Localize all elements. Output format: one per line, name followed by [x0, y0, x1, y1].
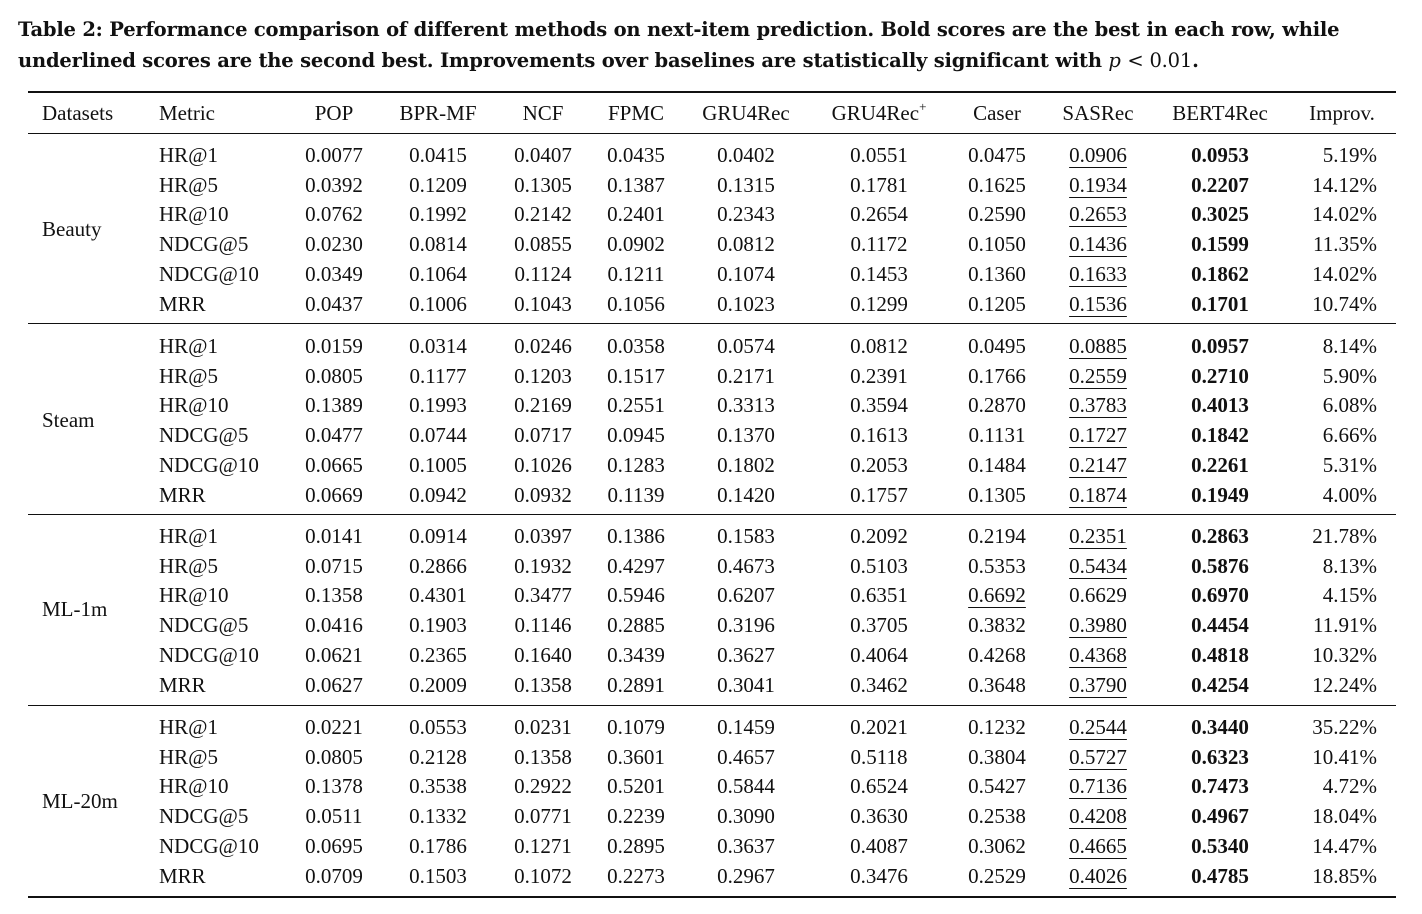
improvement-cell: 12.24% [1312, 672, 1377, 697]
header-bert4rec: BERT4Rec [1172, 101, 1268, 125]
metric-cell: NDCG@5 [159, 804, 249, 829]
improvement-cell: 21.78% [1312, 524, 1377, 548]
header-sasrec: SASRec [1062, 101, 1134, 125]
score-cell-bert4rec: 0.4254 [1191, 672, 1249, 697]
score-cell-pop: 0.0141 [305, 524, 363, 548]
score-cell-gru4rec: 0.1802 [717, 452, 775, 477]
score-cell-bert4rec: 0.4785 [1191, 863, 1249, 888]
score-cell-gru4rec: 0.2171 [717, 363, 775, 388]
improvement-cell: 4.72% [1322, 774, 1377, 799]
header-caser: Caser [973, 101, 1021, 125]
score-cell-gru4rec-plus: 0.0812 [850, 334, 908, 358]
score-cell-ncf: 0.1640 [514, 642, 572, 667]
score-cell-ncf: 0.1358 [514, 672, 572, 697]
metric-cell: HR@10 [159, 393, 229, 418]
score-cell-bert4rec: 0.1949 [1191, 482, 1249, 507]
score-cell-gru4rec-plus: 0.5118 [850, 744, 908, 769]
score-cell-bpr-mf: 0.1005 [409, 452, 467, 477]
score-cell-bert4rec: 0.4013 [1191, 393, 1249, 418]
score-cell-bpr-mf: 0.0942 [409, 482, 467, 507]
improvement-cell: 10.32% [1312, 642, 1377, 667]
score-cell-bert4rec: 0.1701 [1191, 291, 1249, 316]
score-cell-bpr-mf: 0.1992 [409, 202, 467, 227]
metric-cell: NDCG@5 [159, 232, 249, 257]
metric-cell: HR@5 [159, 172, 219, 197]
score-cell-pop: 0.0392 [305, 172, 363, 197]
score-cell-gru4rec: 0.1459 [717, 715, 775, 739]
score-cell-bpr-mf: 0.2866 [409, 553, 467, 578]
score-cell-ncf: 0.0855 [514, 232, 572, 257]
score-cell-fpmc: 0.1387 [607, 172, 665, 197]
metric-cell: MRR [159, 672, 206, 697]
improvement-cell: 14.02% [1312, 261, 1377, 286]
table-caption [18, 14, 1414, 76]
score-cell-fpmc: 0.0358 [607, 334, 665, 358]
score-cell-gru4rec-plus: 0.2654 [850, 202, 908, 227]
score-cell-pop: 0.0349 [305, 261, 363, 286]
score-cell-bert4rec: 0.7473 [1191, 774, 1249, 799]
top-rule [28, 91, 1396, 93]
improvement-cell: 11.35% [1313, 232, 1377, 257]
score-cell-fpmc: 0.5201 [607, 774, 665, 799]
score-cell-sasrec: 0.1934 [1069, 172, 1127, 197]
improvement-cell: 10.41% [1312, 744, 1377, 769]
score-cell-fpmc: 0.2885 [607, 613, 665, 638]
improvement-cell: 14.12% [1312, 172, 1377, 197]
score-cell-gru4rec: 0.4673 [717, 553, 775, 578]
score-cell-bpr-mf: 0.0415 [409, 143, 467, 167]
score-cell-pop: 0.0230 [305, 232, 363, 257]
score-cell-ncf: 0.0407 [514, 143, 572, 167]
score-cell-pop: 0.0077 [305, 143, 363, 167]
score-cell-bert4rec: 0.4454 [1191, 613, 1249, 638]
caption-p-condition: < 0.01 [1127, 49, 1193, 72]
metric-cell: HR@1 [159, 524, 219, 548]
score-cell-pop: 0.1389 [305, 393, 363, 418]
header-pop: POP [314, 101, 354, 125]
improvement-cell: 11.91% [1313, 613, 1377, 638]
score-cell-sasrec: 0.1436 [1069, 232, 1127, 257]
metric-cell: NDCG@5 [159, 423, 249, 448]
score-cell-pop: 0.0437 [305, 291, 363, 316]
score-cell-fpmc: 0.2551 [607, 393, 665, 418]
score-cell-ncf: 0.2142 [514, 202, 572, 227]
score-cell-sasrec: 0.1633 [1069, 261, 1127, 286]
metric-cell: HR@10 [159, 583, 229, 608]
score-cell-sasrec: 0.1874 [1069, 482, 1127, 507]
metric-cell: HR@10 [159, 774, 229, 799]
score-cell-fpmc: 0.1056 [607, 291, 665, 316]
score-cell-ncf: 0.0397 [514, 524, 572, 548]
header-gru4rec-plus-label: GRU4Rec [831, 101, 920, 125]
score-cell-fpmc: 0.2891 [607, 672, 665, 697]
score-cell-bpr-mf: 0.0914 [409, 524, 467, 548]
score-cell-ncf: 0.1146 [514, 613, 572, 638]
score-cell-sasrec: 0.1536 [1069, 291, 1127, 316]
score-cell-fpmc: 0.0945 [607, 423, 665, 448]
score-cell-gru4rec: 0.4657 [717, 744, 775, 769]
score-cell-pop: 0.0709 [305, 863, 363, 888]
score-cell-pop: 0.0221 [305, 715, 363, 739]
score-cell-bpr-mf: 0.0314 [409, 334, 467, 358]
metric-cell: NDCG@5 [159, 613, 249, 638]
score-cell-ncf: 0.2922 [514, 774, 572, 799]
score-cell-caser: 0.1131 [968, 423, 1026, 448]
score-cell-bert4rec: 0.0953 [1191, 143, 1249, 167]
score-cell-sasrec: 0.2351 [1069, 524, 1127, 548]
header-fpmc: FPMC [607, 101, 665, 125]
score-cell-sasrec: 0.4208 [1069, 804, 1127, 829]
score-cell-fpmc: 0.3601 [607, 744, 665, 769]
score-cell-bert4rec: 0.1862 [1191, 261, 1249, 286]
score-cell-gru4rec-plus: 0.1613 [850, 423, 908, 448]
score-cell-caser: 0.2590 [968, 202, 1026, 227]
improvement-cell: 14.02% [1312, 202, 1377, 227]
score-cell-gru4rec: 0.5844 [717, 774, 775, 799]
dataset-label: Steam [42, 408, 95, 432]
score-cell-gru4rec: 0.3041 [717, 672, 775, 697]
group-divider-2 [28, 514, 1396, 515]
score-cell-fpmc: 0.1283 [607, 452, 665, 477]
improvement-cell: 5.90% [1322, 363, 1377, 388]
score-cell-gru4rec-plus: 0.3705 [850, 613, 908, 638]
score-cell-ncf: 0.2169 [514, 393, 572, 418]
score-cell-sasrec: 0.3783 [1069, 393, 1127, 418]
score-cell-bert4rec: 0.5876 [1191, 553, 1249, 578]
improvement-cell: 5.19% [1322, 143, 1377, 167]
score-cell-gru4rec-plus: 0.0551 [850, 143, 908, 167]
group-divider-3 [28, 705, 1396, 706]
score-cell-bpr-mf: 0.1903 [409, 613, 467, 638]
score-cell-caser: 0.5427 [968, 774, 1026, 799]
improvement-cell: 8.14% [1322, 334, 1377, 358]
score-cell-bpr-mf: 0.2009 [409, 672, 467, 697]
score-cell-bert4rec: 0.0957 [1191, 334, 1249, 358]
score-cell-sasrec: 0.7136 [1069, 774, 1127, 799]
score-cell-ncf: 0.0771 [514, 804, 572, 829]
score-cell-caser: 0.0495 [968, 334, 1026, 358]
metric-cell: NDCG@10 [159, 261, 259, 286]
score-cell-gru4rec-plus: 0.1172 [850, 232, 908, 257]
score-cell-gru4rec: 0.1420 [717, 482, 775, 507]
improvement-cell: 4.15% [1322, 583, 1377, 608]
score-cell-bpr-mf: 0.1503 [409, 863, 467, 888]
caption-text: Table 2: Performance comparison of different methods on next-item prediction. Bold scores are the best in each row, while underlined scores are the second best. Improvements over baselines are statistically significant with [18, 18, 1340, 72]
score-cell-bpr-mf: 0.1006 [409, 291, 467, 316]
score-cell-gru4rec: 0.6207 [717, 583, 775, 608]
score-cell-caser: 0.2870 [968, 393, 1026, 418]
improvement-cell: 14.47% [1312, 833, 1377, 858]
score-cell-gru4rec-plus: 0.1299 [850, 291, 908, 316]
score-cell-caser: 0.1484 [968, 452, 1026, 477]
score-cell-fpmc: 0.1517 [607, 363, 665, 388]
score-cell-caser: 0.1360 [968, 261, 1026, 286]
score-cell-ncf: 0.1305 [514, 172, 572, 197]
score-cell-pop: 0.0621 [305, 642, 363, 667]
score-cell-fpmc: 0.1139 [607, 482, 665, 507]
score-cell-fpmc: 0.3439 [607, 642, 665, 667]
score-cell-sasrec: 0.4026 [1069, 863, 1127, 888]
score-cell-bert4rec: 0.3440 [1191, 715, 1249, 739]
score-cell-pop: 0.0477 [305, 423, 363, 448]
metric-cell: NDCG@10 [159, 452, 259, 477]
score-cell-caser: 0.3648 [968, 672, 1026, 697]
score-cell-pop: 0.1358 [305, 583, 363, 608]
score-cell-fpmc: 0.2401 [607, 202, 665, 227]
score-cell-ncf: 0.0246 [514, 334, 572, 358]
improvement-cell: 6.08% [1322, 393, 1377, 418]
score-cell-pop: 0.0762 [305, 202, 363, 227]
score-cell-caser: 0.3804 [968, 744, 1026, 769]
score-cell-bert4rec: 0.2261 [1191, 452, 1249, 477]
score-cell-gru4rec-plus: 0.1781 [850, 172, 908, 197]
score-cell-caser: 0.2538 [968, 804, 1026, 829]
score-cell-gru4rec-plus: 0.3476 [850, 863, 908, 888]
score-cell-bpr-mf: 0.1177 [409, 363, 467, 388]
score-cell-fpmc: 0.5946 [607, 583, 665, 608]
header-datasets: Datasets [42, 101, 114, 125]
score-cell-bert4rec: 0.2207 [1191, 172, 1249, 197]
score-cell-fpmc: 0.0902 [607, 232, 665, 257]
score-cell-caser: 0.3832 [968, 613, 1026, 638]
metric-cell: HR@1 [159, 143, 219, 167]
score-cell-sasrec: 0.0885 [1069, 334, 1127, 358]
score-cell-fpmc: 0.1211 [607, 261, 665, 286]
score-cell-sasrec: 0.3980 [1069, 613, 1127, 638]
score-cell-gru4rec-plus: 0.2021 [850, 715, 908, 739]
score-cell-gru4rec-plus: 0.3630 [850, 804, 908, 829]
score-cell-bpr-mf: 0.3538 [409, 774, 467, 799]
score-cell-pop: 0.0416 [305, 613, 363, 638]
score-cell-pop: 0.0627 [305, 672, 363, 697]
score-cell-bert4rec: 0.5340 [1191, 833, 1249, 858]
score-cell-sasrec: 0.2544 [1069, 715, 1127, 739]
score-cell-fpmc: 0.0435 [607, 143, 665, 167]
score-cell-bpr-mf: 0.2365 [409, 642, 467, 667]
score-cell-sasrec: 0.0906 [1069, 143, 1127, 167]
score-cell-pop: 0.0695 [305, 833, 363, 858]
score-cell-pop: 0.0511 [305, 804, 363, 829]
score-cell-caser: 0.2194 [968, 524, 1026, 548]
metric-cell: HR@10 [159, 202, 229, 227]
score-cell-sasrec: 0.2653 [1069, 202, 1127, 227]
caption-period: . [1192, 49, 1199, 72]
score-cell-ncf: 0.0932 [514, 482, 572, 507]
score-cell-ncf: 0.1043 [514, 291, 572, 316]
header-improv: Improv. [1309, 101, 1375, 125]
score-cell-bert4rec: 0.2863 [1191, 524, 1249, 548]
score-cell-bpr-mf: 0.0744 [409, 423, 467, 448]
score-cell-gru4rec: 0.0574 [717, 334, 775, 358]
score-cell-fpmc: 0.1386 [607, 524, 665, 548]
score-cell-gru4rec: 0.3313 [717, 393, 775, 418]
metric-cell: HR@1 [159, 715, 219, 739]
header-gru4rec-plus [832, 100, 927, 126]
score-cell-bpr-mf: 0.0553 [409, 715, 467, 739]
metric-cell: HR@5 [159, 363, 219, 388]
score-cell-gru4rec: 0.0812 [717, 232, 775, 257]
metric-cell: HR@5 [159, 744, 219, 769]
score-cell-ncf: 0.3477 [514, 583, 572, 608]
dataset-label: ML-1m [42, 597, 108, 621]
score-cell-fpmc: 0.4297 [607, 553, 665, 578]
score-cell-bert4rec: 0.4818 [1191, 642, 1249, 667]
score-cell-bpr-mf: 0.1993 [409, 393, 467, 418]
dataset-label: ML-20m [42, 789, 118, 813]
score-cell-ncf: 0.1271 [514, 833, 572, 858]
header-ncf: NCF [522, 101, 564, 125]
score-cell-gru4rec-plus: 0.1757 [850, 482, 908, 507]
score-cell-bert4rec: 0.1842 [1191, 423, 1249, 448]
score-cell-gru4rec: 0.1370 [717, 423, 775, 448]
score-cell-gru4rec-plus: 0.2092 [850, 524, 908, 548]
metric-cell: HR@5 [159, 553, 219, 578]
score-cell-gru4rec-plus: 0.4064 [850, 642, 908, 667]
score-cell-sasrec: 0.5434 [1069, 553, 1127, 578]
score-cell-bert4rec: 0.6323 [1191, 744, 1249, 769]
score-cell-ncf: 0.1026 [514, 452, 572, 477]
score-cell-gru4rec-plus: 0.5103 [850, 553, 908, 578]
group-divider-1 [28, 323, 1396, 324]
score-cell-gru4rec: 0.1074 [717, 261, 775, 286]
metric-cell: MRR [159, 482, 206, 507]
score-cell-pop: 0.0805 [305, 744, 363, 769]
score-cell-gru4rec-plus: 0.2391 [850, 363, 908, 388]
score-cell-sasrec: 0.4665 [1069, 833, 1127, 858]
score-cell-caser: 0.6692 [968, 583, 1026, 608]
score-cell-gru4rec-plus: 0.3462 [850, 672, 908, 697]
improvement-cell: 8.13% [1322, 553, 1377, 578]
score-cell-bert4rec: 0.4967 [1191, 804, 1249, 829]
score-cell-caser: 0.1205 [968, 291, 1026, 316]
header-metric: Metric [159, 101, 215, 125]
metric-cell: NDCG@10 [159, 833, 259, 858]
improvement-cell: 18.04% [1312, 804, 1377, 829]
improvement-cell: 6.66% [1322, 423, 1377, 448]
score-cell-fpmc: 0.1079 [607, 715, 665, 739]
score-cell-gru4rec-plus: 0.1453 [850, 261, 908, 286]
score-cell-bpr-mf: 0.1064 [409, 261, 467, 286]
score-cell-fpmc: 0.2273 [607, 863, 665, 888]
score-cell-gru4rec: 0.3090 [717, 804, 775, 829]
score-cell-gru4rec: 0.1315 [717, 172, 775, 197]
improvement-cell: 4.00% [1322, 482, 1377, 507]
score-cell-bert4rec: 0.2710 [1191, 363, 1249, 388]
score-cell-gru4rec: 0.2967 [717, 863, 775, 888]
score-cell-gru4rec-plus: 0.6524 [850, 774, 908, 799]
score-cell-gru4rec: 0.1583 [717, 524, 775, 548]
score-cell-caser: 0.0475 [968, 143, 1026, 167]
metric-cell: MRR [159, 291, 206, 316]
score-cell-caser: 0.1766 [968, 363, 1026, 388]
score-cell-gru4rec: 0.3637 [717, 833, 775, 858]
score-cell-bpr-mf: 0.1332 [409, 804, 467, 829]
score-cell-pop: 0.1378 [305, 774, 363, 799]
score-cell-gru4rec: 0.1023 [717, 291, 775, 316]
caption-p-symbol: p [1108, 49, 1121, 72]
score-cell-caser: 0.4268 [968, 642, 1026, 667]
score-cell-fpmc: 0.2895 [607, 833, 665, 858]
score-cell-bpr-mf: 0.1786 [409, 833, 467, 858]
score-cell-bpr-mf: 0.1209 [409, 172, 467, 197]
score-cell-ncf: 0.1203 [514, 363, 572, 388]
score-cell-sasrec: 0.5727 [1069, 744, 1127, 769]
score-cell-caser: 0.2529 [968, 863, 1026, 888]
improvement-cell: 5.31% [1322, 452, 1377, 477]
improvement-cell: 18.85% [1312, 863, 1377, 888]
score-cell-pop: 0.0805 [305, 363, 363, 388]
score-cell-pop: 0.0715 [305, 553, 363, 578]
header-bpr-mf: BPR-MF [399, 101, 477, 125]
score-cell-bert4rec: 0.3025 [1191, 202, 1249, 227]
score-cell-bert4rec: 0.6970 [1191, 583, 1249, 608]
score-cell-bpr-mf: 0.4301 [409, 583, 467, 608]
score-cell-ncf: 0.1358 [514, 744, 572, 769]
metric-cell: MRR [159, 863, 206, 888]
score-cell-bpr-mf: 0.0814 [409, 232, 467, 257]
metric-cell: NDCG@10 [159, 642, 259, 667]
score-cell-ncf: 0.0717 [514, 423, 572, 448]
score-cell-ncf: 0.1072 [514, 863, 572, 888]
score-cell-caser: 0.5353 [968, 553, 1026, 578]
header-rule [28, 133, 1396, 134]
score-cell-caser: 0.1050 [968, 232, 1026, 257]
score-cell-gru4rec: 0.3627 [717, 642, 775, 667]
score-cell-sasrec: 0.3790 [1069, 672, 1127, 697]
score-cell-gru4rec-plus: 0.6351 [850, 583, 908, 608]
score-cell-sasrec: 0.6629 [1069, 583, 1127, 608]
score-cell-sasrec: 0.2559 [1069, 363, 1127, 388]
score-cell-gru4rec: 0.0402 [717, 143, 775, 167]
dataset-label: Beauty [42, 217, 102, 241]
score-cell-bert4rec: 0.1599 [1191, 232, 1249, 257]
score-cell-gru4rec-plus: 0.3594 [850, 393, 908, 418]
score-cell-sasrec: 0.4368 [1069, 642, 1127, 667]
score-cell-gru4rec-plus: 0.2053 [850, 452, 908, 477]
score-cell-sasrec: 0.1727 [1069, 423, 1127, 448]
score-cell-pop: 0.0159 [305, 334, 363, 358]
score-cell-ncf: 0.1124 [514, 261, 572, 286]
score-cell-gru4rec: 0.2343 [717, 202, 775, 227]
header-gru4rec-plus-sup: + [919, 99, 927, 114]
score-cell-fpmc: 0.2239 [607, 804, 665, 829]
score-cell-gru4rec-plus: 0.4087 [850, 833, 908, 858]
improvement-cell: 35.22% [1312, 715, 1377, 739]
metric-cell: HR@1 [159, 334, 219, 358]
score-cell-caser: 0.3062 [968, 833, 1026, 858]
score-cell-bpr-mf: 0.2128 [409, 744, 467, 769]
score-cell-sasrec: 0.2147 [1069, 452, 1127, 477]
score-cell-caser: 0.1305 [968, 482, 1026, 507]
score-cell-caser: 0.1232 [968, 715, 1026, 739]
score-cell-pop: 0.0665 [305, 452, 363, 477]
bottom-rule [28, 896, 1396, 898]
header-gru4rec: GRU4Rec [702, 101, 790, 125]
score-cell-ncf: 0.0231 [514, 715, 572, 739]
score-cell-ncf: 0.1932 [514, 553, 572, 578]
improvement-cell: 10.74% [1312, 291, 1377, 316]
score-cell-gru4rec: 0.3196 [717, 613, 775, 638]
score-cell-caser: 0.1625 [968, 172, 1026, 197]
score-cell-pop: 0.0669 [305, 482, 363, 507]
